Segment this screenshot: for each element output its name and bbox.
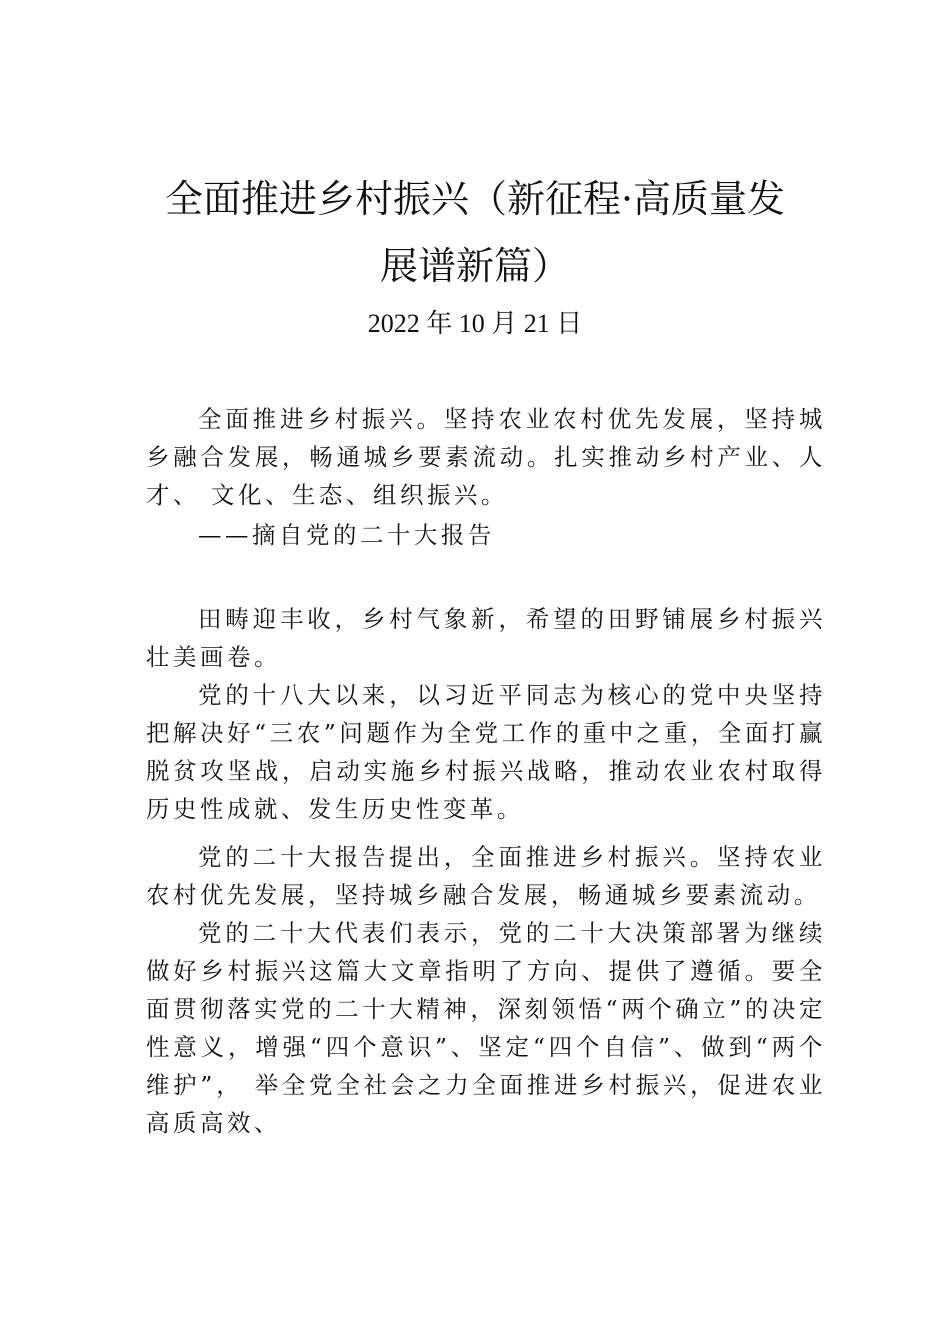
body-paragraph-2: 党的十八大以来，以习近平同志为核心的党中央坚持把解决好“三农”问题作为全党工作的重中之重，全面打赢脱贫攻坚战，启动实施乡村振兴战略，推动农业农村取得历史性成就、发生历史性变革。 — [146, 681, 826, 823]
title-line-2: 展谱新篇） — [379, 244, 570, 288]
quote-paragraph: 全面推进乡村振兴。坚持农业农村优先发展，坚持城乡融合发展，畅通城乡要素流动。扎实推动乡村产业、人才、 文化、生态、组织振兴。 — [146, 405, 826, 509]
body-paragraph-1: 田畴迎丰收，乡村气象新，希望的田野铺展乡村振兴壮美画卷。 — [146, 605, 826, 671]
body-paragraph-3: 党的二十大报告提出，全面推进乡村振兴。坚持农业农村优先发展，坚持城乡融合发展，畅通城乡要素流动。 — [146, 843, 826, 909]
title-line-1: 全面推进乡村振兴（新征程·高质量发 — [164, 177, 786, 221]
quote-source: ——摘自党的二十大报告 — [198, 521, 495, 549]
body-paragraph-4: 党的二十大代表们表示，党的二十大决策部署为继续做好乡村振兴这篇大文章指明了方向、提供了遵循。要全面贯彻落实党的二十大精神，深刻领悟“两个确立”的决定性意义，增强“四个意识”、坚定“四个自信”、做到“两个维护”， 举全党全社会之力全面推进乡村振兴，促进农业高质高效、 — [146, 919, 826, 1137]
publish-date: 2022 年 10 月 21 日 — [367, 309, 583, 338]
